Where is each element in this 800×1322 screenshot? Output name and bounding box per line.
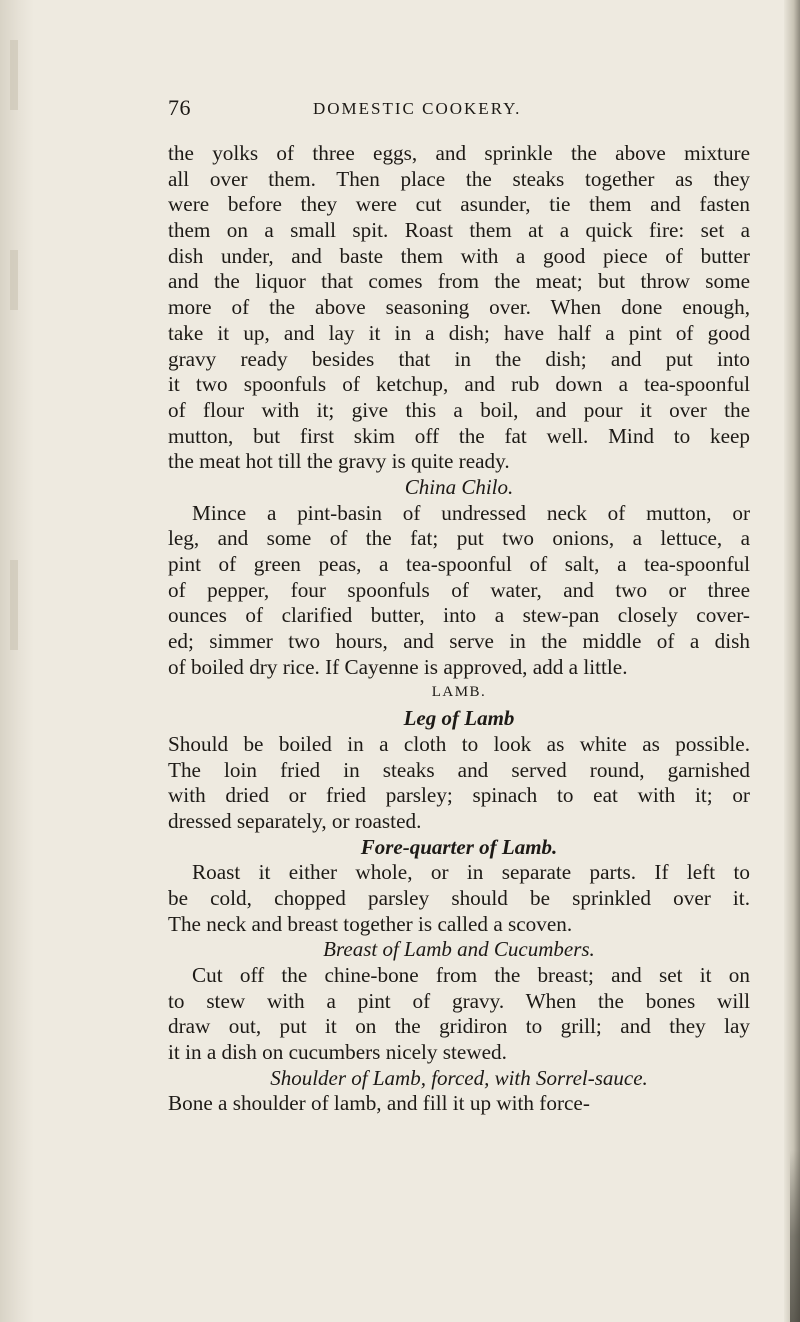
recipe-heading-fore-quarter: Fore-quarter of Lamb. — [360, 834, 558, 859]
text-line: Mince a pint-basin of undressed neck of mutton, or — [192, 500, 750, 525]
text-line: them on a small spit. Roast them at a quick fire: set a — [168, 218, 750, 243]
text-line: with dried or fried parsley; spinach to eat with it; or — [168, 783, 750, 808]
recipe-heading-leg-of-lamb: Leg of Lamb — [403, 706, 515, 731]
text-line: ounces of clarified butter, into a stew-pan closely cover- — [168, 603, 750, 628]
text-line: be cold, chopped parsley should be sprinkled over it. — [168, 885, 750, 910]
text-line: pint of green peas, a tea-spoonful of salt, a tea-spoonful — [168, 552, 750, 576]
page-edge-shadow — [784, 0, 800, 1322]
text-line: of flour with it; give this a boil, and pour it over the — [168, 397, 750, 422]
text-line: Roast it either whole, or in separate parts. If left to — [192, 860, 750, 885]
page-corner-shadow — [790, 1150, 800, 1322]
section-title-lamb: LAMB. — [431, 684, 487, 701]
page-binding-shadow — [0, 0, 34, 1322]
page-number: 76 — [168, 95, 191, 120]
text-line: it two spoonfuls of ketchup, and rub down a tea-spoonful — [168, 372, 750, 397]
recipe-heading-breast-of-lamb: Breast of Lamb and Cucumbers. — [323, 937, 595, 962]
text-line: leg, and some of the fat; put two onions, a lettuce, a — [168, 526, 750, 551]
recipe-heading-china-chilo: China Chilo. — [404, 474, 514, 499]
text-line: Bone a shoulder of lamb, and fill it up with force- — [168, 1091, 590, 1116]
recipe-heading-shoulder-of-lamb: Shoulder of Lamb, forced, with Sorrel-sauce. — [270, 1065, 648, 1090]
text-line: to stew with a pint of gravy. When the bones will — [168, 988, 750, 1013]
text-line: more of the above seasoning over. When done enough, — [168, 295, 750, 320]
text-line: dressed separately, or roasted. — [168, 808, 422, 833]
text-line: dish under, and baste them with a good piece of butter — [168, 243, 750, 268]
text-line: Cut off the chine-bone from the breast; and set it on — [192, 963, 750, 987]
text-line: of boiled dry rice. If Cayenne is approved, add a little. — [168, 654, 628, 679]
text-line: The neck and breast together is called a scoven. — [168, 911, 573, 936]
text-line: the meat hot till the gravy is quite ready. — [168, 449, 510, 474]
text-line: Should be boiled in a cloth to look as white as possible. — [168, 731, 750, 756]
page-body — [168, 141, 750, 1117]
binding-mark — [10, 40, 18, 110]
text-line: it in a dish on cucumbers nicely stewed. — [168, 1040, 507, 1065]
running-head: DOMESTIC COOKERY. — [313, 99, 522, 118]
text-line: mutton, but first skim off the fat well. Mind to keep — [168, 423, 750, 448]
text-line: gravy ready besides that in the dish; and put into — [168, 346, 750, 371]
text-line: of pepper, four spoonfuls of water, and two or three — [168, 577, 750, 602]
text-line: The loin fried in steaks and served round, garnished — [168, 757, 750, 782]
text-line: were before they were cut asunder, tie them and fasten — [168, 192, 750, 217]
binding-mark — [10, 560, 18, 650]
text-line: ed; simmer two hours, and serve in the middle of a dish — [168, 629, 750, 654]
text-line: all over them. Then place the steaks together as they — [168, 166, 750, 191]
text-line: the yolks of three eggs, and sprinkle the above mixture — [168, 141, 750, 165]
binding-mark — [10, 250, 18, 310]
text-line: take it up, and lay it in a dish; have half a pint of good — [168, 320, 750, 345]
page-header — [168, 95, 742, 123]
text-line: and the liquor that comes from the meat; but throw some — [168, 269, 750, 294]
text-line: draw out, put it on the gridiron to grill; and they lay — [168, 1014, 750, 1039]
